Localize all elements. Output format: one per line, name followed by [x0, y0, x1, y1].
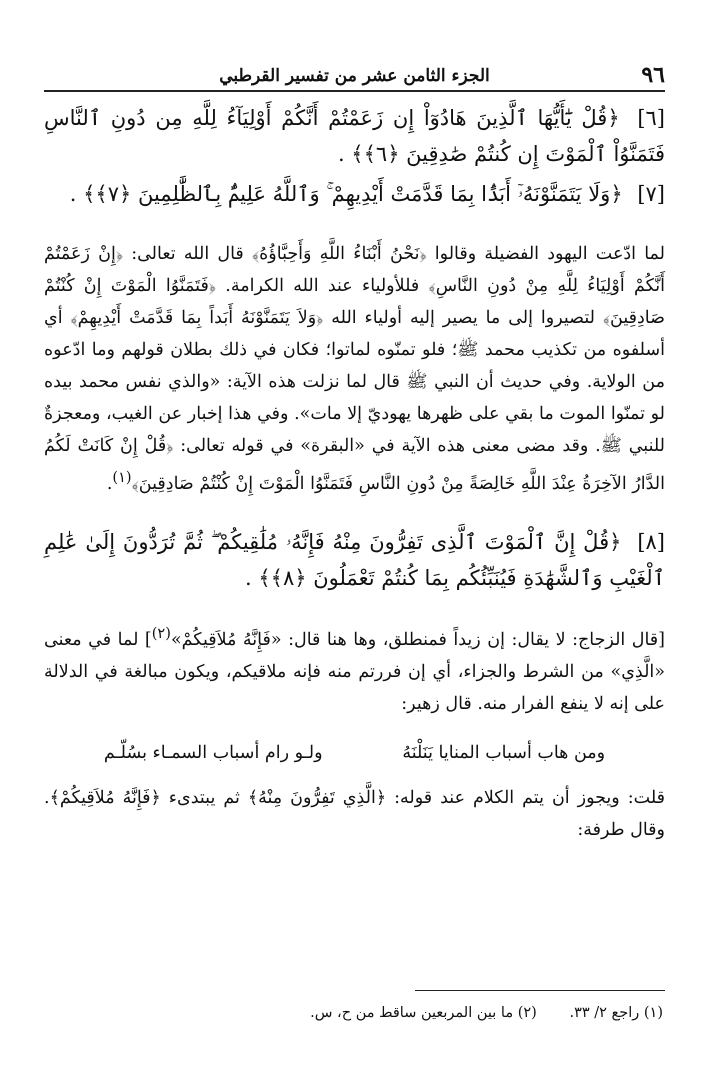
page-header	[44, 54, 665, 92]
paragraph-text: قلت: ويجوز أن يتم الكلام عند قوله: ﴿الَّذِي تَفِرُّونَ مِنْهُ﴾ ثم يبتدىء ﴿فَإِنَّهُ مُلاَقِيكُمْ﴾. وقال طرفة:	[44, 787, 665, 840]
verse-number: [٨]	[637, 529, 665, 554]
poem-hemistich-second: ولـو رام أسباب السمـاء بسُلّـم	[103, 742, 323, 763]
paragraph-text: [قال الزجاج: لا يقال: إن زيداً فمنطلق، وها هنا قال: «فَإِنَّهُ مُلاَقِيكُمْ»	[170, 629, 665, 650]
footnote-ref-2[interactable]: (٢)	[151, 624, 171, 642]
page-body	[44, 94, 665, 846]
poem-hemistich-first: ومن هاب أسباب المنايا يَنَلْنَهُ	[402, 742, 606, 763]
verse-text: ﴿قُلْ يَٰٓأَيُّهَا ٱلَّذِينَ هَادُوٓاْ إِن زَعَمْتُمْ أَنَّكُمْ أَوْلِيَآءُ لِلَّهِ مِن دُونِ ٱلنَّاسِ فَتَمَنَّوُاْ ٱلْمَوْتَ إِن كُنتُمْ صَٰدِقِينَ ﴿٦﴾﴾ .	[44, 106, 665, 166]
quran-verse-7	[44, 176, 665, 212]
footnote-ref-1[interactable]: (١)	[112, 469, 132, 486]
paragraph-end: .	[106, 473, 113, 494]
commentary-paragraph-3	[44, 782, 665, 846]
paragraph-text-rest: ] لما في معنى «الَّذِي» من الشرط والجزاء، أي إن فررتم منه فإنه ملاقيكم، ويكون مبالغة في الدلالة على إنه لا ينفع الفرار منه. قال زهير:	[44, 629, 665, 714]
verse-number: [٧]	[637, 182, 665, 206]
page-number: ٩٦	[641, 62, 665, 88]
footnote-1: (١) راجع ٢/ ٣٣.	[569, 1005, 663, 1021]
footnote-2: (٢) ما بين المربعين ساقط من ح، س.	[310, 1005, 537, 1021]
quran-verse-8	[44, 524, 665, 596]
footnotes	[44, 1002, 663, 1024]
verse-text: ﴿وَلَا يَتَمَنَّوْنَهُۥٓ أَبَدًۢا بِمَا قَدَّمَتْ أَيْدِيهِمْ ۚ وَٱللَّهُ عَلِيمٌۢ بِٱلظَّٰلِمِينَ ﴿٧﴾﴾ .	[69, 182, 623, 206]
commentary-paragraph-1	[44, 238, 665, 500]
commentary-paragraph-2	[44, 618, 665, 720]
footnote-divider	[415, 990, 665, 991]
paragraph-text: لما ادّعت اليهود الفضيلة وقالوا ﴿نَحْنُ أَبْنَاءُ اللَّهِ وَأَحِبَّاؤُهُ﴾ قال الله تعالى: ﴿إِنْ زَعَمْتُمْ أَنَّكُمْ أَوْلِيَاءُ لِلَّهِ مِنْ دُونِ النَّاسِ﴾ فللأولياء عند الله الكرامة. ﴿فَتَمَنَّوُا الْمَوْتَ إِنْ كُنْتُمْ صَادِقِينَ﴾ لتصيروا إلى ما يصير إليه أولياء الله ﴿وَلاَ يَتَمَنَّوْنَهُ أَبَداً بِمَا قَدَّمَتْ أَيْدِيهِمْ﴾ أي أسلفوه من تكذيب محمد ﷺ؛ فلو تمنّوه لماتوا؛ فكان في ذلك بطلان قولهم وما ادّعوه من الولاية. وفي حديث أن النبي ﷺ قال لما نزلت هذه الآية: «والذي نفس محمد بيده لو تمنّوا الموت ما بقي على ظهرها يهوديّ إلا مات». وفي هذا إخبار عن الغيب، ومعجزةٌ للنبي ﷺ. وقد مضى معنى هذه الآية في «البقرة» في قوله تعالى: ﴿قُلْ إِنْ كَانَتْ لَكُمُ الدَّارُ الآخِرَةُ عِنْدَ اللَّهِ خَالِصَةً مِنْ دُونِ النَّاسِ فَتَمَنَّوُا الْمَوْتَ إِنْ كُنْتُمْ صَادِقِينَ﴾	[44, 244, 665, 494]
verse-number: [٦]	[637, 106, 665, 130]
poem-verse	[64, 736, 645, 770]
quran-verse-6	[44, 100, 665, 172]
running-title: الجزء الثامن عشر من تفسير القرطبي	[219, 66, 490, 86]
verse-text: ﴿قُلْ إِنَّ ٱلْمَوْتَ ٱلَّذِى تَفِرُّونَ مِنْهُ فَإِنَّهُۥ مُلَٰقِيكُمْ ۖ ثُمَّ تُرَدُّونَ إِلَىٰ عَٰلِمِ ٱلْغَيْبِ وَٱلشَّهَٰدَةِ فَيُنَبِّئُكُم بِمَا كُنتُمْ تَعْمَلُونَ ﴿٨﴾﴾ .	[44, 529, 665, 590]
